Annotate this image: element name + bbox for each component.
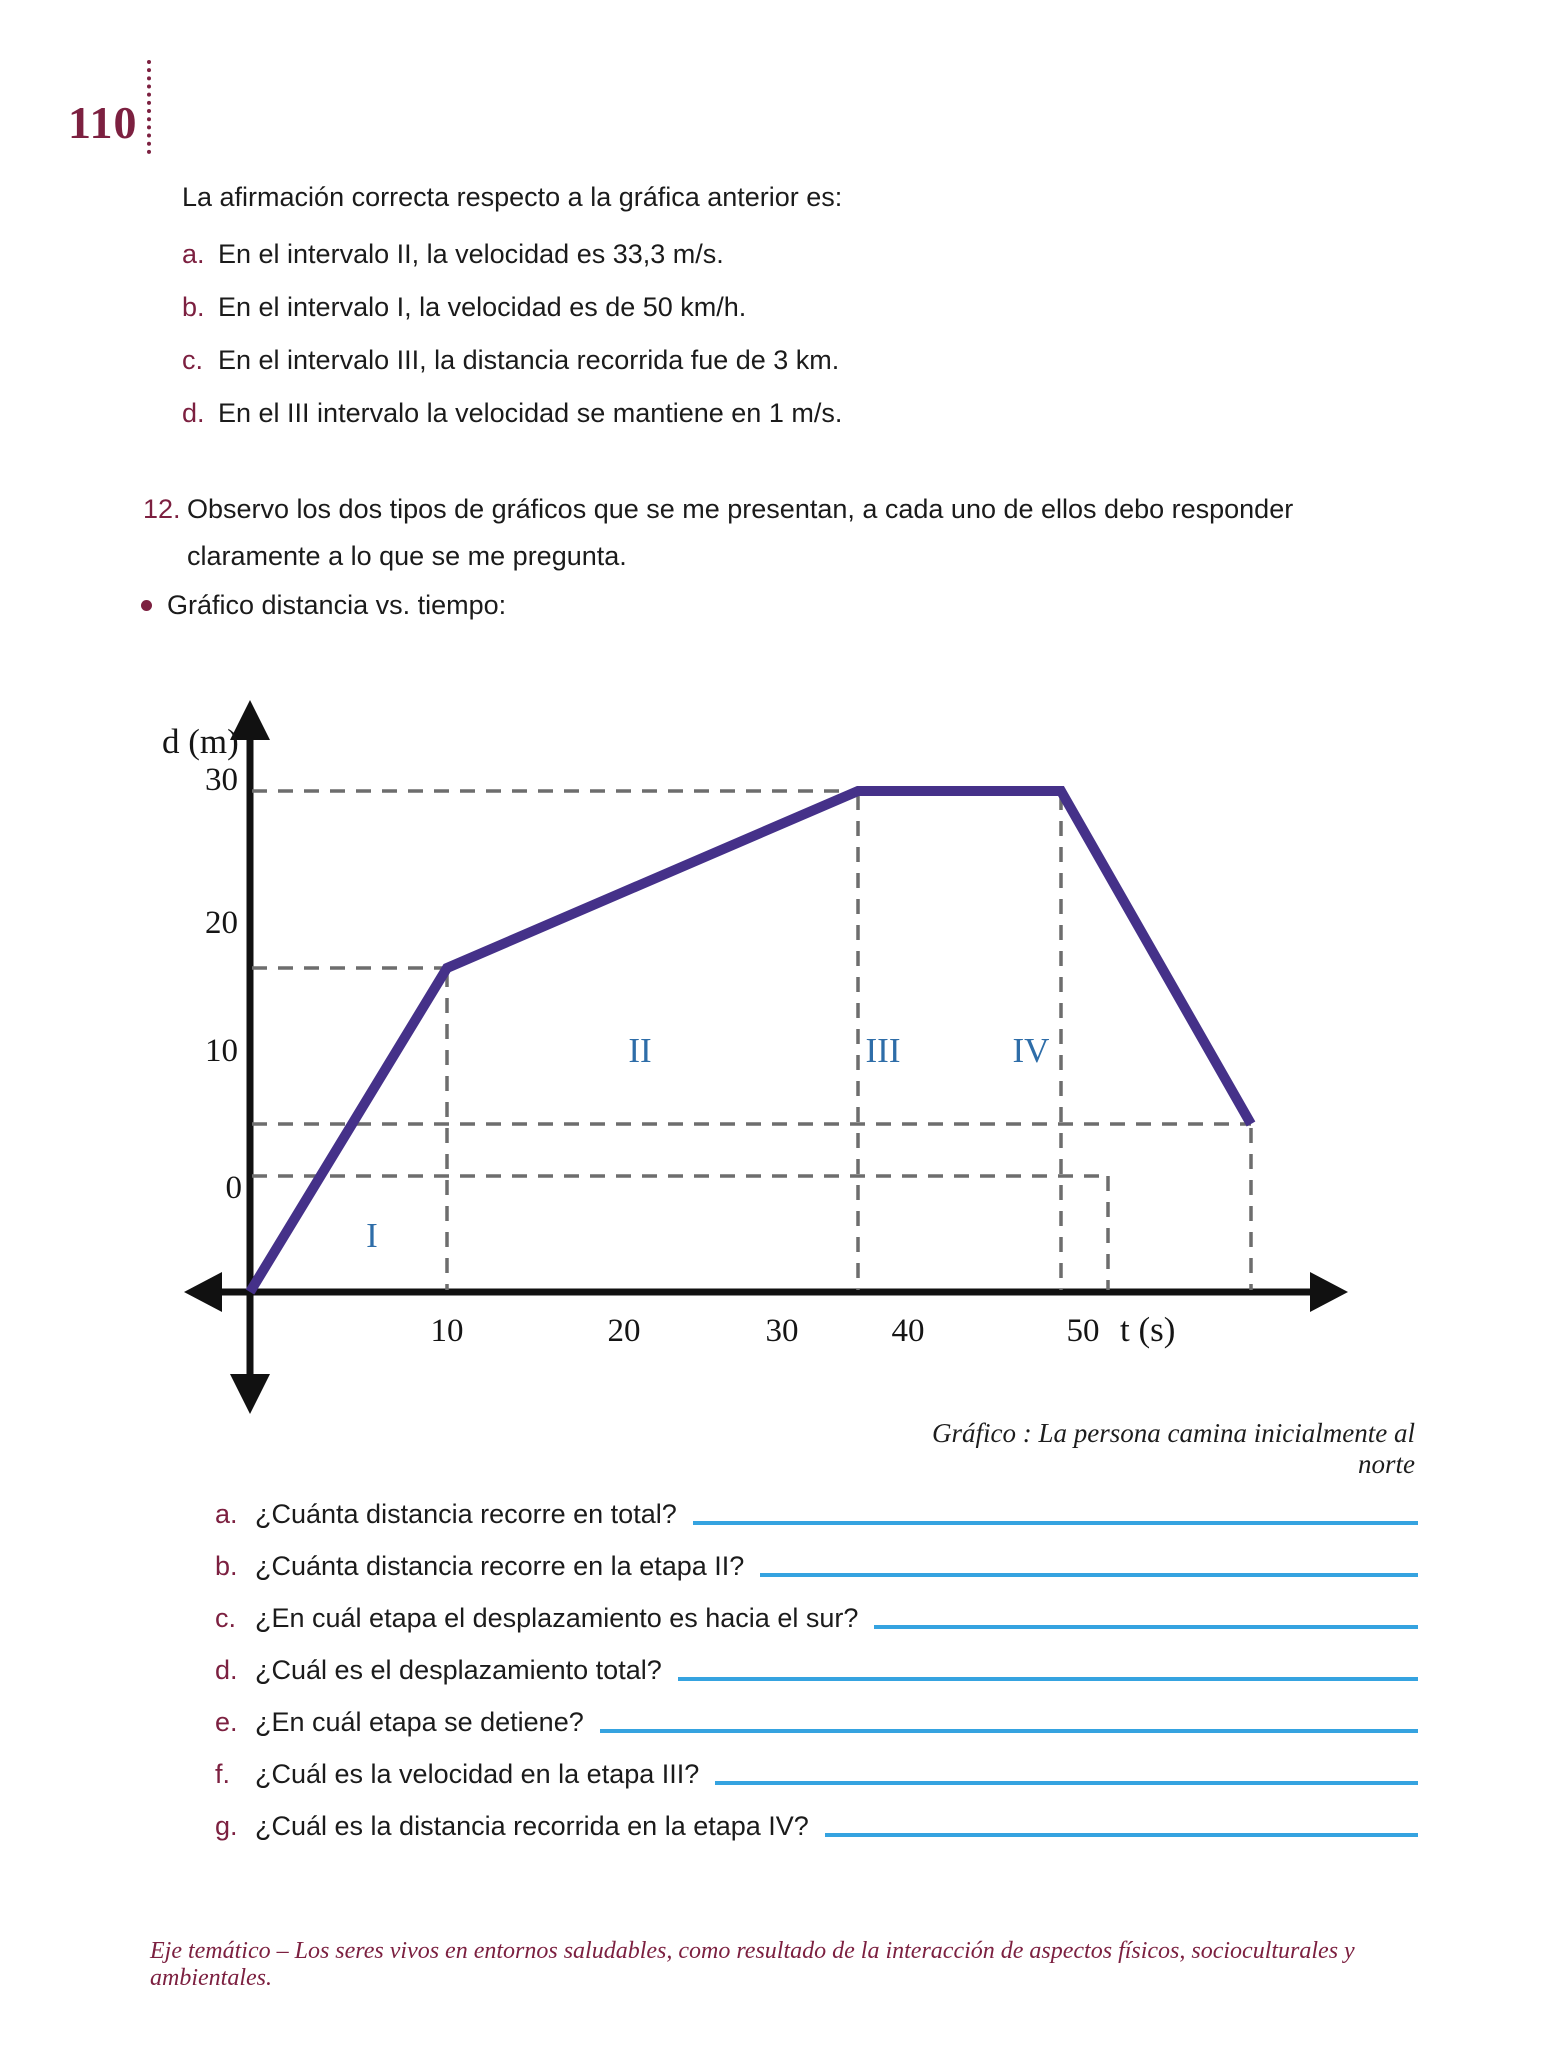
option-a-letter: a. bbox=[182, 239, 205, 269]
y-tick-10: 10 bbox=[205, 1033, 238, 1069]
graph-section-title: Gráfico distancia vs. tiempo: bbox=[167, 590, 507, 620]
stage-label-3: III bbox=[865, 1031, 901, 1070]
x-tick-20: 20 bbox=[607, 1313, 641, 1349]
y-tick-0: 0 bbox=[225, 1170, 242, 1206]
x-axis-label: t (s) bbox=[1120, 1310, 1176, 1349]
y-tick-30: 30 bbox=[205, 762, 238, 798]
x-axis-right-arrow-icon bbox=[1310, 1272, 1348, 1312]
stage-label-4: IV bbox=[1012, 1031, 1050, 1070]
question-d-letter: d. bbox=[215, 1655, 238, 1685]
question-c bbox=[215, 1582, 1418, 1634]
option-d-text: En el III intervalo la velocidad se mantiene en 1 m/s. bbox=[218, 398, 843, 428]
question-g-letter: g. bbox=[215, 1811, 238, 1841]
graph-section-bullet bbox=[141, 590, 506, 621]
y-tick-20: 20 bbox=[205, 905, 238, 941]
question-f-text: ¿Cuál es la velocidad en la etapa III? bbox=[255, 1759, 700, 1789]
option-b bbox=[182, 292, 1422, 322]
x-axis-left-arrow-icon bbox=[184, 1272, 222, 1312]
question-c-letter: c. bbox=[215, 1603, 237, 1633]
question-g-text: ¿Cuál es la distancia recorrida en la etapa IV? bbox=[255, 1811, 809, 1841]
statement-intro: La afirmación correcta respecto a la gráfica anterior es: bbox=[182, 182, 843, 212]
questions-list bbox=[215, 1478, 1418, 1842]
stage-label-1: I bbox=[366, 1216, 378, 1255]
answer-blank-a bbox=[693, 1521, 1418, 1525]
footer-theme-line: Eje temático – Los seres vivos en entornos saludables, como resultado de la interacción de aspectos físicos, socioculturales y ambientales. bbox=[150, 1938, 1355, 1991]
exercise-text: Observo los dos tipos de gráficos que se me presentan, a cada uno de ellos debo responder claramente a lo que se me pregunta. bbox=[187, 494, 1294, 571]
answer-blank-f bbox=[715, 1781, 1418, 1785]
graph-caption: Gráfico : La persona camina inicialmente al norte bbox=[932, 1418, 1415, 1479]
multiple-choice-statement bbox=[182, 182, 1422, 451]
stage-label-2: II bbox=[628, 1031, 652, 1070]
option-a-text: En el intervalo II, la velocidad es 33,3 m/s. bbox=[218, 239, 724, 269]
question-c-text: ¿En cuál etapa el desplazamiento es hacia el sur? bbox=[255, 1603, 859, 1633]
answer-blank-c bbox=[874, 1625, 1418, 1629]
option-c bbox=[182, 345, 1422, 375]
x-tick-10: 10 bbox=[430, 1313, 464, 1349]
x-tick-50: 50 bbox=[1066, 1313, 1100, 1349]
option-c-letter: c. bbox=[182, 345, 204, 375]
page-number-divider bbox=[147, 60, 151, 154]
question-g bbox=[215, 1790, 1418, 1842]
question-a-letter: a. bbox=[215, 1499, 238, 1529]
exercise-12 bbox=[143, 486, 1417, 580]
exercise-number: 12. bbox=[143, 494, 181, 524]
answer-blank-b bbox=[760, 1573, 1418, 1577]
option-a bbox=[182, 239, 1422, 269]
question-f bbox=[215, 1738, 1418, 1790]
question-f-letter: f. bbox=[215, 1759, 231, 1789]
question-b-text: ¿Cuánta distancia recorre en la etapa II? bbox=[255, 1551, 745, 1581]
question-a bbox=[215, 1478, 1418, 1530]
question-b-letter: b. bbox=[215, 1551, 238, 1581]
question-d-text: ¿Cuál es el desplazamiento total? bbox=[255, 1655, 662, 1685]
y-axis-label: d (m) bbox=[162, 722, 239, 761]
question-e-text: ¿En cuál etapa se detiene? bbox=[255, 1707, 584, 1737]
x-tick-40: 40 bbox=[891, 1313, 925, 1349]
distance-time-graph bbox=[130, 680, 1420, 1440]
option-b-letter: b. bbox=[182, 292, 205, 322]
option-b-text: En el intervalo I, la velocidad es de 50 km/h. bbox=[218, 292, 747, 322]
answer-blank-e bbox=[600, 1729, 1418, 1733]
y-axis-down-arrow-icon bbox=[230, 1374, 270, 1414]
x-tick-30: 30 bbox=[765, 1313, 799, 1349]
bullet-marker bbox=[141, 600, 152, 611]
question-d bbox=[215, 1634, 1418, 1686]
option-d bbox=[182, 398, 1422, 428]
page-number: 110 bbox=[68, 97, 138, 148]
question-a-text: ¿Cuánta distancia recorre en total? bbox=[255, 1499, 677, 1529]
question-e-letter: e. bbox=[215, 1707, 238, 1737]
question-b bbox=[215, 1530, 1418, 1582]
option-c-text: En el intervalo III, la distancia recorrida fue de 3 km. bbox=[218, 345, 840, 375]
answer-blank-d bbox=[678, 1677, 1418, 1681]
distance-curve bbox=[250, 791, 1251, 1292]
option-d-letter: d. bbox=[182, 398, 205, 428]
question-e bbox=[215, 1686, 1418, 1738]
answer-blank-g bbox=[825, 1833, 1418, 1837]
